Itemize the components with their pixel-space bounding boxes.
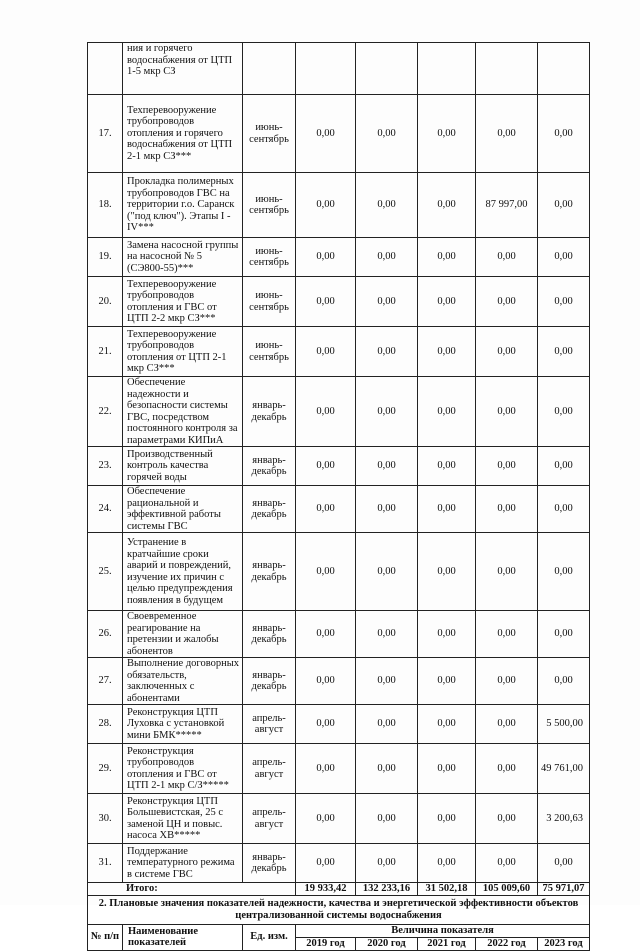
value-2019: 0,00 <box>296 173 356 238</box>
value-2022: 0,00 <box>476 658 538 705</box>
value-2023: 0,00 <box>538 377 590 447</box>
row-period: июнь-сентябрь <box>243 277 296 327</box>
value-2022: 0,00 <box>476 794 538 844</box>
table-row <box>88 238 590 277</box>
table-row <box>88 377 590 447</box>
header-name: Наименование показателей <box>123 924 243 950</box>
header-year: 2021 год <box>418 937 476 950</box>
value-2023: 0,00 <box>538 533 590 611</box>
total-v2022: 105 009,60 <box>476 883 538 896</box>
value-2023: 0,00 <box>538 447 590 486</box>
value-2019: 0,00 <box>296 238 356 277</box>
table-row <box>88 744 590 794</box>
row-name: Реконструкция ЦТП Большевистская, 25 с заменой ЦН и повыс. насоса ХВ***** <box>123 794 243 844</box>
value-2019: 0,00 <box>296 611 356 658</box>
total-v2021: 31 502,18 <box>418 883 476 896</box>
row-name: Поддержание температурного режима в системе ГВС <box>123 844 243 883</box>
investment-table <box>87 42 590 951</box>
row-period: январь-декабрь <box>243 447 296 486</box>
table-row <box>88 844 590 883</box>
row-name: Обеспечение рациональной и эффективной работы системы ГВС <box>123 486 243 533</box>
value-2020: 0,00 <box>356 377 418 447</box>
value-2023: 0,00 <box>538 173 590 238</box>
value-2023: 0,00 <box>538 95 590 173</box>
value-2019: 0,00 <box>296 844 356 883</box>
value-2021 <box>418 43 476 95</box>
row-number: 30. <box>88 794 123 844</box>
value-2022: 0,00 <box>476 705 538 744</box>
value-2023: 0,00 <box>538 658 590 705</box>
row-period: январь-декабрь <box>243 533 296 611</box>
value-2022: 0,00 <box>476 533 538 611</box>
table-row <box>88 95 590 173</box>
row-period: июнь-сентябрь <box>243 327 296 377</box>
value-2020: 0,00 <box>356 173 418 238</box>
value-2020: 0,00 <box>356 327 418 377</box>
value-2021: 0,00 <box>418 844 476 883</box>
value-2020: 0,00 <box>356 447 418 486</box>
value-2022: 0,00 <box>476 238 538 277</box>
value-2020 <box>356 43 418 95</box>
table-row <box>88 277 590 327</box>
row-number: 25. <box>88 533 123 611</box>
header-year: 2020 год <box>356 937 418 950</box>
value-2020: 0,00 <box>356 744 418 794</box>
value-2019: 0,00 <box>296 486 356 533</box>
value-2020: 0,00 <box>356 95 418 173</box>
value-2019: 0,00 <box>296 447 356 486</box>
row-period <box>243 43 296 95</box>
value-2022: 0,00 <box>476 277 538 327</box>
total-v2023: 75 971,07 <box>538 883 590 896</box>
header-num: № п/п <box>88 924 123 950</box>
row-number: 27. <box>88 658 123 705</box>
value-2023: 49 761,00 <box>538 744 590 794</box>
row-number: 23. <box>88 447 123 486</box>
total-label: Итого: <box>88 883 296 896</box>
table-row <box>88 486 590 533</box>
header-year: 2019 год <box>296 937 356 950</box>
value-2019: 0,00 <box>296 794 356 844</box>
value-2021: 0,00 <box>418 533 476 611</box>
row-name: Своевременное реагирование на претензии и жалобы абонентов <box>123 611 243 658</box>
table-row <box>88 327 590 377</box>
value-2020: 0,00 <box>356 705 418 744</box>
header-year: 2023 год <box>538 937 590 950</box>
header-group: Величина показателя <box>296 924 590 937</box>
row-number: 21. <box>88 327 123 377</box>
value-2022: 0,00 <box>476 486 538 533</box>
row-name: Реконструкция ЦТП Луховка с установкой мини БМК***** <box>123 705 243 744</box>
value-2019: 0,00 <box>296 277 356 327</box>
value-2022: 87 997,00 <box>476 173 538 238</box>
value-2022: 0,00 <box>476 744 538 794</box>
value-2023: 3 200,63 <box>538 794 590 844</box>
header-year: 2022 год <box>476 937 538 950</box>
row-number: 19. <box>88 238 123 277</box>
value-2022 <box>476 43 538 95</box>
value-2019: 0,00 <box>296 705 356 744</box>
value-2019: 0,00 <box>296 327 356 377</box>
row-number: 26. <box>88 611 123 658</box>
row-number: 28. <box>88 705 123 744</box>
row-period: январь-декабрь <box>243 611 296 658</box>
value-2021: 0,00 <box>418 238 476 277</box>
table-row <box>88 611 590 658</box>
table-row <box>88 533 590 611</box>
header-row <box>88 924 590 937</box>
value-2020: 0,00 <box>356 486 418 533</box>
row-number <box>88 43 123 95</box>
row-name: Производственный контроль качества горячей воды <box>123 447 243 486</box>
row-period: январь-декабрь <box>243 377 296 447</box>
value-2023: 0,00 <box>538 486 590 533</box>
value-2021: 0,00 <box>418 611 476 658</box>
value-2019: 0,00 <box>296 533 356 611</box>
value-2023: 0,00 <box>538 611 590 658</box>
section-title-row <box>88 895 590 924</box>
value-2019: 0,00 <box>296 744 356 794</box>
row-name: Замена насосной группы на насосной № 5 (СЭ800-55)*** <box>123 238 243 277</box>
table-body <box>88 43 590 951</box>
value-2022: 0,00 <box>476 844 538 883</box>
row-number: 31. <box>88 844 123 883</box>
row-period: апрель-август <box>243 705 296 744</box>
table-row <box>88 447 590 486</box>
row-period: январь-декабрь <box>243 486 296 533</box>
value-2021: 0,00 <box>418 658 476 705</box>
row-period: апрель-август <box>243 794 296 844</box>
value-2023: 0,00 <box>538 327 590 377</box>
row-name: Техперевооружение трубопроводов отопления и горячего водоснабжения от ЦТП 2-1 мкр СЗ*** <box>123 95 243 173</box>
row-number: 17. <box>88 95 123 173</box>
row-name: Реконструкция трубопроводов отопления и ГВС от ЦТП 2-1 мкр С/З***** <box>123 744 243 794</box>
row-period: январь-декабрь <box>243 658 296 705</box>
value-2019: 0,00 <box>296 658 356 705</box>
row-name: ния и горячего водоснабжения от ЦТП 1-5 мкр СЗ <box>123 43 243 95</box>
table-row <box>88 705 590 744</box>
value-2020: 0,00 <box>356 238 418 277</box>
value-2020: 0,00 <box>356 658 418 705</box>
value-2023: 0,00 <box>538 238 590 277</box>
value-2022: 0,00 <box>476 95 538 173</box>
row-period: июнь-сентябрь <box>243 238 296 277</box>
value-2021: 0,00 <box>418 327 476 377</box>
row-name: Устранение в кратчайшие сроки аварий и повреждений, изучение их причин с целью предупреждения появления в будущем <box>123 533 243 611</box>
table-row <box>88 173 590 238</box>
total-v2020: 132 233,16 <box>356 883 418 896</box>
header-unit: Ед. изм. <box>243 924 296 950</box>
value-2023 <box>538 43 590 95</box>
value-2019: 0,00 <box>296 95 356 173</box>
value-2020: 0,00 <box>356 794 418 844</box>
value-2021: 0,00 <box>418 95 476 173</box>
section-title: 2. Плановые значения показателей надежности, качества и энергетической эффективности объектов централизованной системы водоснабжения <box>88 895 590 924</box>
row-number: 20. <box>88 277 123 327</box>
row-number: 24. <box>88 486 123 533</box>
value-2020: 0,00 <box>356 611 418 658</box>
total-v2019: 19 933,42 <box>296 883 356 896</box>
value-2023: 0,00 <box>538 844 590 883</box>
row-number: 22. <box>88 377 123 447</box>
row-name: Техперевооружение трубопроводов отопления и ГВС от ЦТП 2-2 мкр СЗ*** <box>123 277 243 327</box>
value-2020: 0,00 <box>356 533 418 611</box>
table-row <box>88 658 590 705</box>
value-2022: 0,00 <box>476 447 538 486</box>
value-2022: 0,00 <box>476 611 538 658</box>
row-name: Прокладка полимерных трубопроводов ГВС на территории г.о. Саранск ("под ключ"). Этапы I - IV*** <box>123 173 243 238</box>
value-2022: 0,00 <box>476 327 538 377</box>
row-period: апрель-август <box>243 744 296 794</box>
row-name: Техперевооружение трубопроводов отопления от ЦТП 2-1 мкр СЗ*** <box>123 327 243 377</box>
value-2021: 0,00 <box>418 705 476 744</box>
value-2021: 0,00 <box>418 173 476 238</box>
row-number: 29. <box>88 744 123 794</box>
value-2022: 0,00 <box>476 377 538 447</box>
value-2021: 0,00 <box>418 744 476 794</box>
value-2020: 0,00 <box>356 844 418 883</box>
table-row <box>88 794 590 844</box>
row-period: июнь-сентябрь <box>243 95 296 173</box>
value-2021: 0,00 <box>418 794 476 844</box>
value-2019: 0,00 <box>296 377 356 447</box>
value-2021: 0,00 <box>418 377 476 447</box>
total-row <box>88 883 590 896</box>
row-period: январь-декабрь <box>243 844 296 883</box>
value-2021: 0,00 <box>418 486 476 533</box>
value-2023: 5 500,00 <box>538 705 590 744</box>
row-period: июнь-сентябрь <box>243 173 296 238</box>
row-number: 18. <box>88 173 123 238</box>
value-2021: 0,00 <box>418 447 476 486</box>
table-row <box>88 43 590 95</box>
value-2019 <box>296 43 356 95</box>
value-2021: 0,00 <box>418 277 476 327</box>
value-2023: 0,00 <box>538 277 590 327</box>
value-2020: 0,00 <box>356 277 418 327</box>
row-name: Выполнение договорных обязательств, заключенных с абонентами <box>123 658 243 705</box>
row-name: Обеспечение надежности и безопасности системы ГВС, посредством постоянного контроля за параметрами КИПиА <box>123 377 243 447</box>
